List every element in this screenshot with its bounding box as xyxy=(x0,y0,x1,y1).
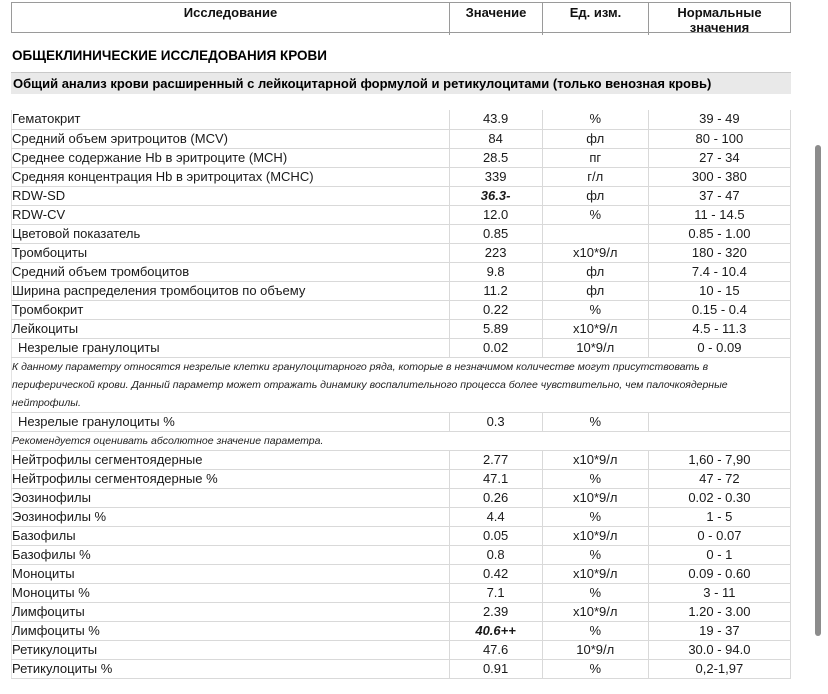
test-unit: г/л xyxy=(542,167,648,186)
column-header-normal: Нормальные значения xyxy=(648,3,790,35)
test-name: Незрелые гранулоциты % xyxy=(12,412,450,431)
table-row xyxy=(12,319,791,338)
test-normal-range: 10 - 15 xyxy=(648,281,790,300)
table-row xyxy=(12,564,791,583)
test-unit: фл xyxy=(542,186,648,205)
table-row xyxy=(12,640,791,659)
test-normal-range: 7.4 - 10.4 xyxy=(648,262,790,281)
panel-title: Общий анализ крови расширенный с лейкоцитарной формулой и ретикулоцитами (только венозная кровь) xyxy=(11,72,791,94)
table-row xyxy=(12,129,791,148)
test-value: 47.6 xyxy=(449,640,542,659)
test-value: 84 xyxy=(449,129,542,148)
test-name: Средняя концентрация Hb в эритроцитах (MCHC) xyxy=(12,167,450,186)
note-text: К данному параметру относятся незрелые клетки гранулоцитарного ряда, которые в незначимом количестве могут присутствовать в периферической крови. Данный параметр может отражать динамику воспалительного процесса более чувствительно, чем палочкоядерные нейтрофилы. xyxy=(12,357,791,412)
results-table xyxy=(11,110,791,679)
test-unit: х10*9/л xyxy=(542,564,648,583)
note-row xyxy=(12,357,791,412)
test-normal-range: 0.85 - 1.00 xyxy=(648,224,790,243)
table-row xyxy=(12,110,791,129)
test-value: 0.42 xyxy=(449,564,542,583)
table-row xyxy=(12,281,791,300)
test-value: 47.1 xyxy=(449,469,542,488)
test-name: Тромбокрит xyxy=(12,300,450,319)
test-name: Лейкоциты xyxy=(12,319,450,338)
test-unit: фл xyxy=(542,281,648,300)
column-header-unit: Ед. изм. xyxy=(542,3,648,35)
test-name: RDW-CV xyxy=(12,205,450,224)
test-name: Цветовой показатель xyxy=(12,224,450,243)
test-normal-range xyxy=(648,412,790,431)
test-normal-range: 180 - 320 xyxy=(648,243,790,262)
test-unit: х10*9/л xyxy=(542,526,648,545)
test-name: RDW-SD xyxy=(12,186,450,205)
table-row xyxy=(12,224,791,243)
note-row xyxy=(12,431,791,450)
test-value: 0.05 xyxy=(449,526,542,545)
test-normal-range: 1,60 - 7,90 xyxy=(648,450,790,469)
test-normal-range: 47 - 72 xyxy=(648,469,790,488)
test-value: 0.22 xyxy=(449,300,542,319)
test-value: 43.9 xyxy=(449,110,542,129)
test-unit: х10*9/л xyxy=(542,243,648,262)
table-row xyxy=(12,583,791,602)
abnormal-value-flag: 36.3- xyxy=(480,187,511,203)
test-name: Незрелые гранулоциты xyxy=(12,338,450,357)
test-normal-range: 3 - 11 xyxy=(648,583,790,602)
vertical-scrollbar-thumb[interactable] xyxy=(815,145,821,636)
table-row xyxy=(12,507,791,526)
test-value: 339 xyxy=(449,167,542,186)
test-unit: 10*9/л xyxy=(542,338,648,357)
test-unit: х10*9/л xyxy=(542,450,648,469)
test-value: 0.26 xyxy=(449,488,542,507)
table-row xyxy=(12,602,791,621)
test-normal-range: 30.0 - 94.0 xyxy=(648,640,790,659)
test-unit: фл xyxy=(542,129,648,148)
test-name: Лимфоциты % xyxy=(12,621,450,640)
table-row xyxy=(12,526,791,545)
test-value xyxy=(449,621,542,640)
table-row xyxy=(12,412,791,431)
test-name: Ширина распределения тромбоцитов по объему xyxy=(12,281,450,300)
test-value: 12.0 xyxy=(449,205,542,224)
test-value: 28.5 xyxy=(449,148,542,167)
test-normal-range: 0 - 0.07 xyxy=(648,526,790,545)
table-row xyxy=(12,167,791,186)
table-row xyxy=(12,205,791,224)
test-unit: % xyxy=(542,110,648,129)
test-unit: % xyxy=(542,621,648,640)
test-normal-range: 300 - 380 xyxy=(648,167,790,186)
test-normal-range: 80 - 100 xyxy=(648,129,790,148)
abnormal-value-flag: 40.6++ xyxy=(475,622,516,638)
test-name: Моноциты % xyxy=(12,583,450,602)
test-value: 2.77 xyxy=(449,450,542,469)
test-value xyxy=(449,186,542,205)
test-name: Нейтрофилы сегментоядерные xyxy=(12,450,450,469)
test-name: Тромбоциты xyxy=(12,243,450,262)
table-row xyxy=(12,300,791,319)
test-unit: х10*9/л xyxy=(542,488,648,507)
test-unit: % xyxy=(542,507,648,526)
test-unit: х10*9/л xyxy=(542,602,648,621)
test-value: 0.3 xyxy=(449,412,542,431)
test-normal-range: 0.02 - 0.30 xyxy=(648,488,790,507)
test-name: Гематокрит xyxy=(12,110,450,129)
test-unit xyxy=(542,224,648,243)
table-row xyxy=(12,659,791,678)
test-normal-range: 19 - 37 xyxy=(648,621,790,640)
test-unit: % xyxy=(542,545,648,564)
test-name: Нейтрофилы сегментоядерные % xyxy=(12,469,450,488)
test-normal-range: 0 - 0.09 xyxy=(648,338,790,357)
test-unit: % xyxy=(542,205,648,224)
test-normal-range: 1.20 - 3.00 xyxy=(648,602,790,621)
test-name: Базофилы xyxy=(12,526,450,545)
test-value: 0.02 xyxy=(449,338,542,357)
table-row xyxy=(12,450,791,469)
test-unit: х10*9/л xyxy=(542,319,648,338)
test-unit: % xyxy=(542,583,648,602)
test-name: Ретикулоциты % xyxy=(12,659,450,678)
test-value: 7.1 xyxy=(449,583,542,602)
table-row xyxy=(12,545,791,564)
section-title: ОБЩЕКЛИНИЧЕСКИЕ ИССЛЕДОВАНИЯ КРОВИ xyxy=(12,48,327,63)
test-value: 4.4 xyxy=(449,507,542,526)
table-row xyxy=(12,262,791,281)
test-name: Эозинофилы xyxy=(12,488,450,507)
test-name: Среднее содержание Hb в эритроците (MCH) xyxy=(12,148,450,167)
test-name: Моноциты xyxy=(12,564,450,583)
test-unit: фл xyxy=(542,262,648,281)
test-normal-range: 37 - 47 xyxy=(648,186,790,205)
column-header-value: Значение xyxy=(449,3,542,35)
test-value: 11.2 xyxy=(449,281,542,300)
test-value: 0.8 xyxy=(449,545,542,564)
table-row xyxy=(12,338,791,357)
test-unit: % xyxy=(542,659,648,678)
column-header-test: Исследование xyxy=(183,5,278,20)
test-unit: 10*9/л xyxy=(542,640,648,659)
results-table-body xyxy=(12,110,791,678)
test-normal-range: 1 - 5 xyxy=(648,507,790,526)
test-value: 9.8 xyxy=(449,262,542,281)
note-text: Рекомендуется оценивать абсолютное значение параметра. xyxy=(12,431,791,450)
table-row xyxy=(12,243,791,262)
test-value: 223 xyxy=(449,243,542,262)
table-row xyxy=(12,148,791,167)
test-name: Ретикулоциты xyxy=(12,640,450,659)
test-normal-range: 27 - 34 xyxy=(648,148,790,167)
test-unit: % xyxy=(542,412,648,431)
table-row xyxy=(12,488,791,507)
test-normal-range: 39 - 49 xyxy=(648,110,790,129)
table-row xyxy=(12,469,791,488)
test-normal-range: 11 - 14.5 xyxy=(648,205,790,224)
test-unit: % xyxy=(542,300,648,319)
table-row xyxy=(12,621,791,640)
test-unit: пг xyxy=(542,148,648,167)
test-name: Базофилы % xyxy=(12,545,450,564)
test-normal-range: 0 - 1 xyxy=(648,545,790,564)
test-unit: % xyxy=(542,469,648,488)
table-header-row xyxy=(11,2,791,33)
test-normal-range: 0,2-1,97 xyxy=(648,659,790,678)
test-name: Лимфоциты xyxy=(12,602,450,621)
table-row xyxy=(12,186,791,205)
test-value: 0.91 xyxy=(449,659,542,678)
test-value: 2.39 xyxy=(449,602,542,621)
test-name: Средний объем тромбоцитов xyxy=(12,262,450,281)
test-value: 0.85 xyxy=(449,224,542,243)
test-normal-range: 0.09 - 0.60 xyxy=(648,564,790,583)
test-name: Средний объем эритроцитов (MCV) xyxy=(12,129,450,148)
test-name: Эозинофилы % xyxy=(12,507,450,526)
test-value: 5.89 xyxy=(449,319,542,338)
test-normal-range: 0.15 - 0.4 xyxy=(648,300,790,319)
test-normal-range: 4.5 - 11.3 xyxy=(648,319,790,338)
